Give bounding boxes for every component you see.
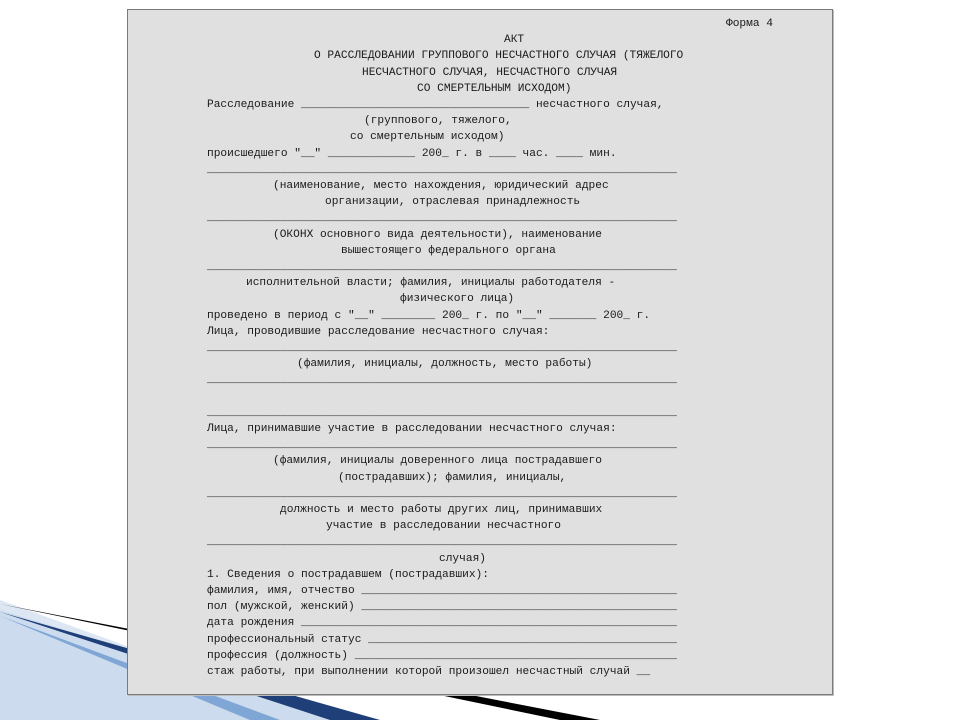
victim-block-5-line: профессия (должность) ________________________________________________	[207, 649, 677, 662]
org-block-6-line: ______________________________________________________________________	[207, 261, 677, 273]
org-block-3-line: ______________________________________________________________________	[207, 212, 677, 225]
intro-1-line: (группового, тяжелого,	[364, 115, 512, 128]
victim-block-1-line: фамилия, имя, отчество _______________________________________________	[207, 585, 677, 597]
participants-block-3-line: (пострадавших); фамилия, инициалы,	[338, 471, 567, 484]
participants-block-8-line: случая)	[439, 552, 486, 565]
participants-block-1-line: ______________________________________________________________________	[207, 439, 677, 452]
org-block-7-line: исполнительной власти; фамилия, инициалы работодателя -	[246, 277, 616, 290]
victim-block-4-line: профессиональный статус ______________________________________________	[207, 633, 677, 646]
victim-block-6-line: стаж работы, при выполнении которой произошел несчастный случай __	[207, 666, 651, 678]
participants-block-7-line: ______________________________________________________________________	[207, 536, 677, 549]
org-block-5-line: вышестоящего федерального органа	[341, 244, 556, 257]
investigation-block-1-line: Лица, проводившие расследование несчастного случая:	[207, 325, 550, 338]
investigation-block-0-line: проведено в период с "__" ________ 200_ г. по "__" _______ 200_ г.	[207, 309, 651, 322]
heading-0-line: АКТ	[504, 34, 525, 47]
intro-3-line: происшедшего "__" _____________ 200_ г. в ____ час. ____ мин.	[207, 147, 617, 160]
org-block-0-line: ______________________________________________________________________	[207, 163, 677, 176]
intro-0-line: Расследование __________________________________ несчастного случая,	[207, 99, 664, 111]
investigation-block-5-line: ______________________________________________________________________	[207, 406, 677, 419]
victim-block-3-line: дата рождения ________________________________________________________	[207, 617, 677, 630]
participants-block-2-line: (фамилия, инициалы доверенного лица пострадавшего	[273, 455, 602, 468]
participants-block-0-line: Лица, принимавшие участие в расследовании несчастного случая:	[207, 423, 617, 435]
investigation-block-4-line: ______________________________________________________________________	[207, 374, 677, 387]
org-block-1-line: (наименование, место нахождения, юридический адрес	[273, 180, 609, 192]
org-block-4-line: (ОКОНХ основного вида деятельности), наименование	[273, 228, 602, 241]
intro-2-line: со смертельным исходом)	[350, 131, 505, 144]
victim-block-2-line: пол (мужской, женский) _______________________________________________	[207, 601, 677, 614]
investigation-block-3-line: (фамилия, инициалы, должность, место работы)	[297, 358, 593, 371]
org-block-8-line: физического лица)	[400, 293, 515, 306]
document-page	[127, 9, 833, 695]
heading-3-line: СО СМЕРТЕЛЬНЫМ ИСХОДОМ)	[417, 82, 572, 95]
investigation-block-2-line: ______________________________________________________________________	[207, 342, 677, 354]
participants-block-6-line: участие в расследовании несчастного	[326, 520, 561, 533]
participants-block-5-line: должность и место работы других лиц, принимавших	[280, 504, 603, 516]
heading-2-line: НЕСЧАСТНОГО СЛУЧАЯ, НЕСЧАСТНОГО СЛУЧАЯ	[362, 66, 618, 79]
participants-block-4-line: ______________________________________________________________________	[207, 487, 677, 500]
victim-block-0-line: 1. Сведения о пострадавшем (пострадавших):	[207, 568, 489, 581]
org-block-2-line: организации, отраслевая принадлежность	[325, 196, 581, 209]
heading-1-line: О РАССЛЕДОВАНИИ ГРУППОВОГО НЕСЧАСТНОГО СЛУЧАЯ (ТЯЖЕЛОГО	[314, 50, 684, 63]
form-label-line: Форма 4	[726, 18, 773, 30]
